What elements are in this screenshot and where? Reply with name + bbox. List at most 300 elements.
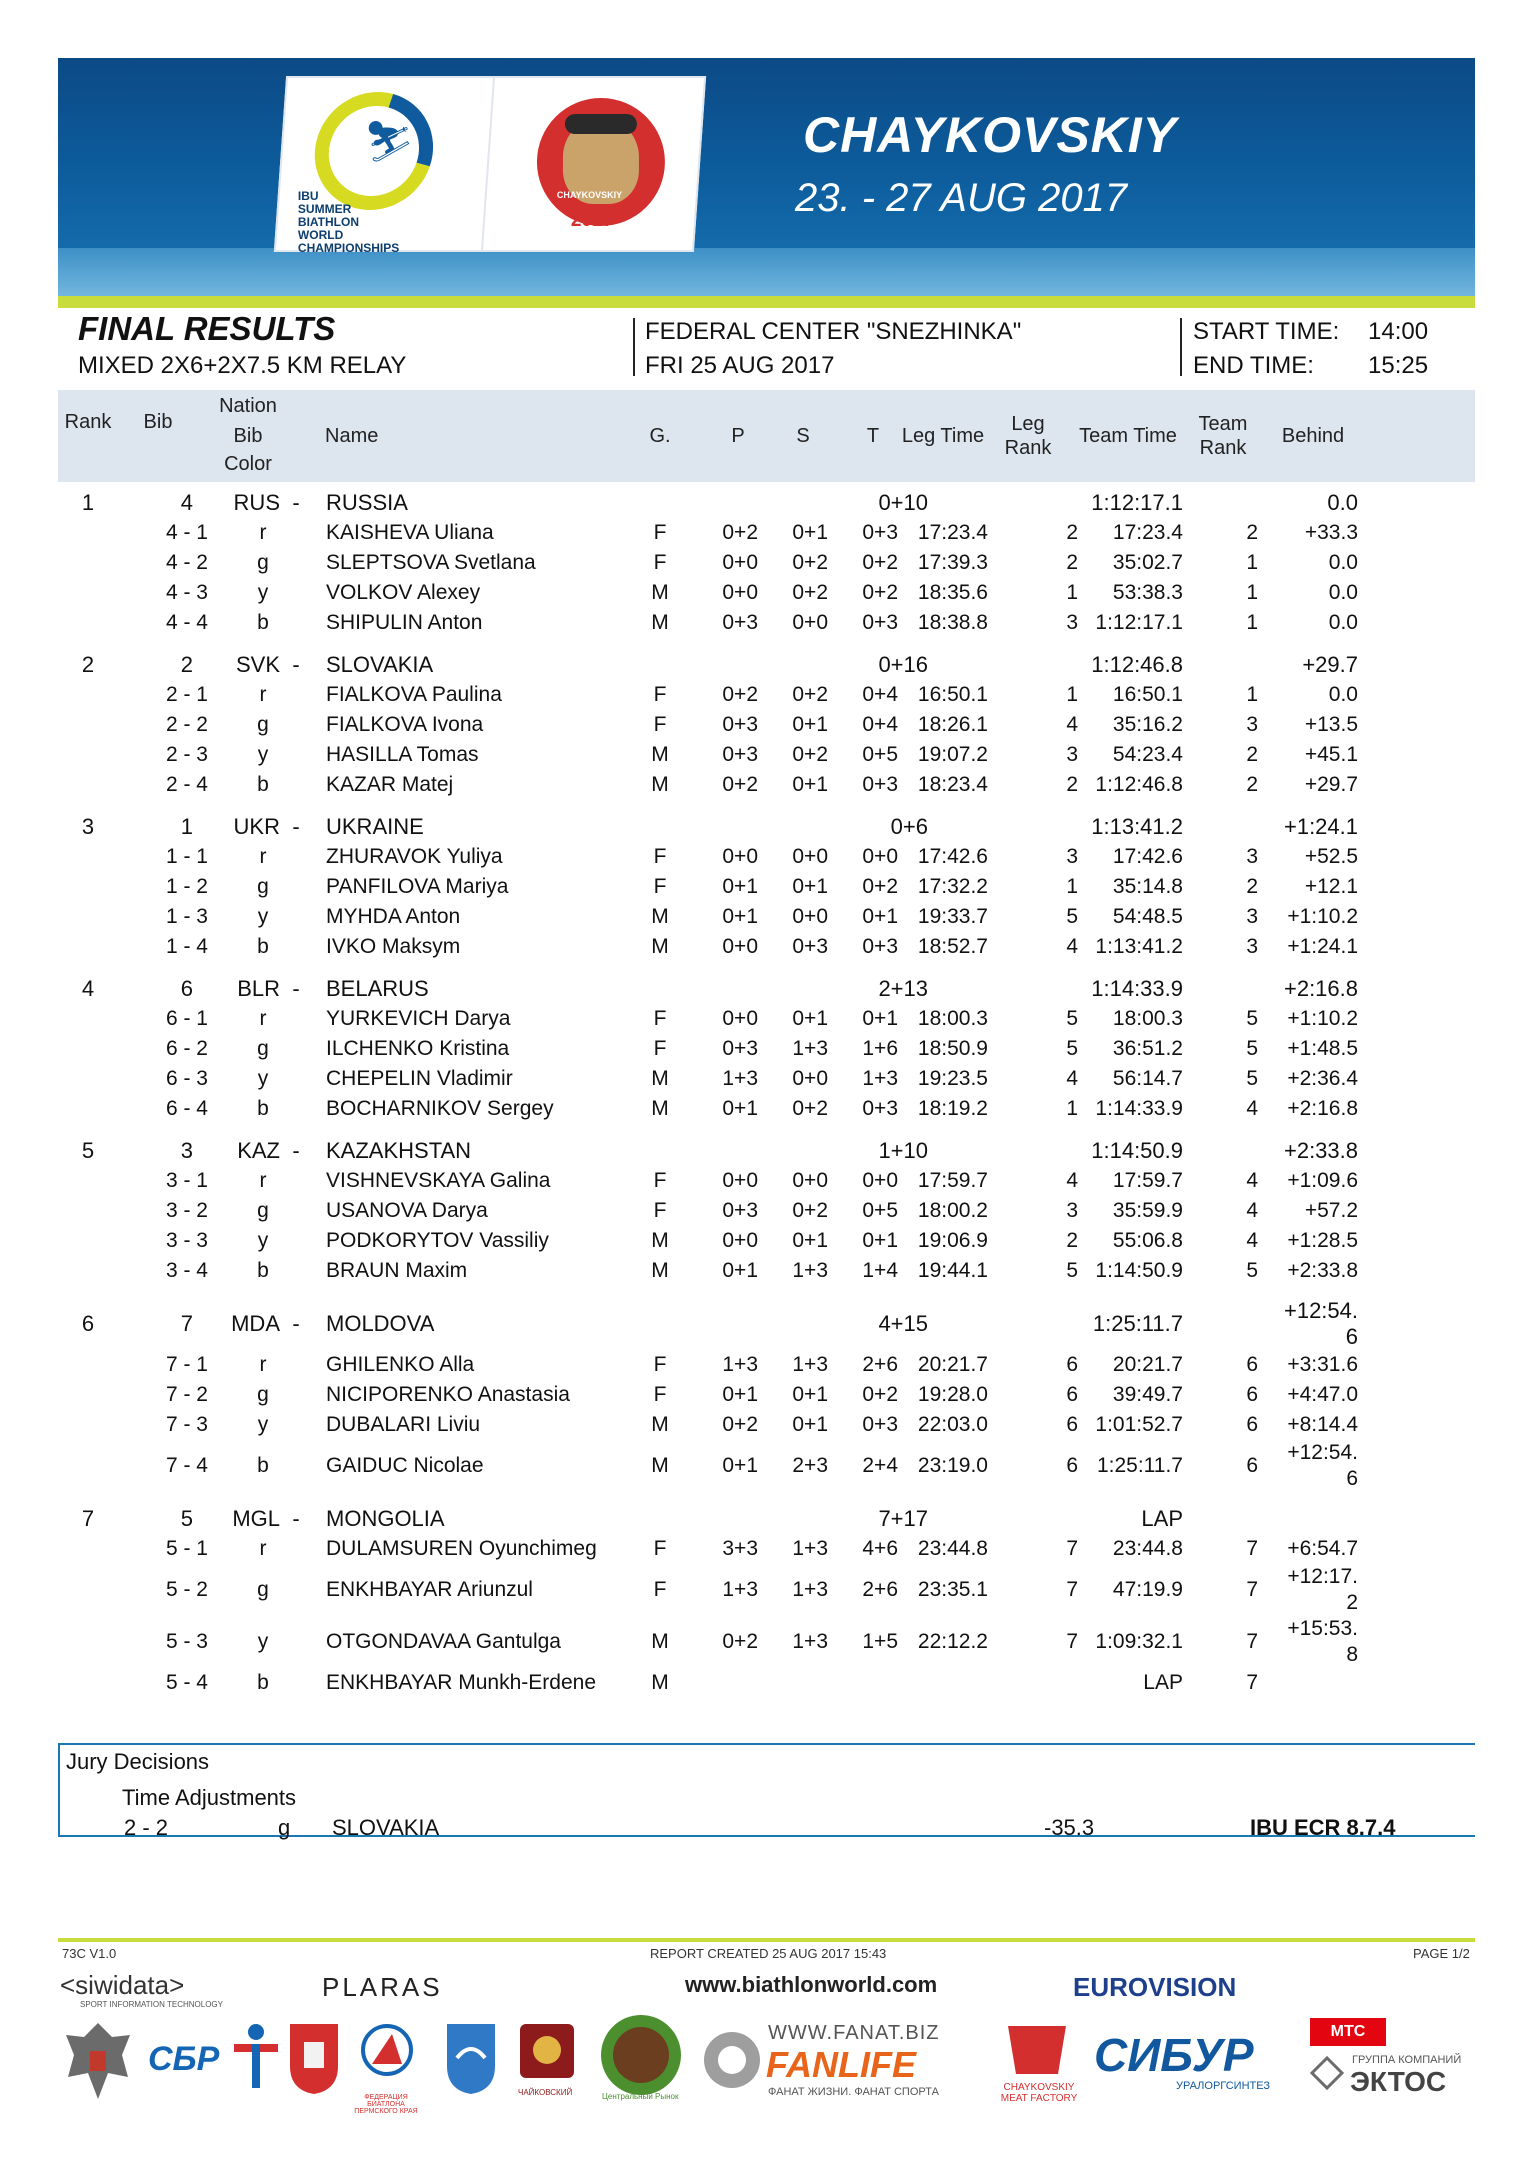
cell-rank: 1 <box>81 490 95 515</box>
leg-row <box>58 518 1475 548</box>
end-time-value: 15:25 <box>1368 352 1429 379</box>
cell-s: 1+3 <box>792 1353 828 1376</box>
cell-team-time: 54:48.5 <box>1112 905 1183 928</box>
cell-t: 0+0 <box>862 845 898 868</box>
cell-color: y <box>257 1630 269 1653</box>
cell-team-rank: 5 <box>1246 1259 1258 1282</box>
cell-g: M <box>651 743 669 766</box>
cell-s: 0+0 <box>792 1067 828 1090</box>
cell-name: KAISHEVA Uliana <box>326 521 494 544</box>
chaikovsky-caption: ЧАЙКОВСКИЙ <box>518 2088 573 2097</box>
cell-t: 0+5 <box>862 1199 898 1222</box>
cell-p: 0+2 <box>722 1630 758 1653</box>
cell-t: 1+3 <box>862 1067 898 1090</box>
cell-team-time: LAP <box>1141 1506 1183 1531</box>
cell-color: r <box>259 1007 267 1030</box>
cell-g: F <box>653 551 667 574</box>
cell-s: 1+3 <box>792 1037 828 1060</box>
cell-s: 0+2 <box>792 683 828 706</box>
cell-t: 0+10 <box>878 490 928 515</box>
cell-bib: 5 - 3 <box>165 1630 208 1653</box>
ektos-logo: ЭКТОС <box>1350 2066 1447 2097</box>
jury-bib: 2 - 2 <box>124 1815 169 1840</box>
cell-color: r <box>259 683 267 706</box>
cell-g: F <box>653 713 667 736</box>
cell-t: 4+6 <box>862 1537 898 1560</box>
cell-team-rank: 3 <box>1246 713 1258 736</box>
cell-leg-rank: 1 <box>1066 581 1078 604</box>
ektos-caption: ГРУППА КОМПАНИЙ <box>1352 2054 1462 2066</box>
cell-team-time: 35:14.8 <box>1112 875 1183 898</box>
cell-s: 0+1 <box>792 713 828 736</box>
cell-name: HASILLA Tomas <box>326 743 479 766</box>
russian-eagle-emblem-icon <box>60 2015 136 2105</box>
cell-leg-time: 18:52.7 <box>917 935 988 958</box>
cell-bib: 5 - 2 <box>165 1578 208 1601</box>
cell-t: 0+6 <box>890 814 928 839</box>
cell-s: 1+3 <box>792 1630 828 1653</box>
cell-name: FIALKOVA Paulina <box>326 683 502 706</box>
cell-leg-rank: 6 <box>1066 1413 1078 1436</box>
perm-krai-coat-of-arms-icon <box>286 2020 342 2096</box>
cell-team-rank: 5 <box>1246 1067 1258 1090</box>
cell-leg-time: 18:38.8 <box>917 611 988 634</box>
cell-leg-rank: 3 <box>1066 845 1078 868</box>
cell-leg-rank: 7 <box>1066 1578 1078 1601</box>
siwidata-tagline: SPORT INFORMATION TECHNOLOGY <box>80 2000 223 2009</box>
cell-team-time: 17:23.4 <box>1112 521 1183 544</box>
cell-leg-time: 19:23.5 <box>917 1067 988 1090</box>
cell-s: 0+0 <box>792 905 828 928</box>
meat-factory-caption: CHAYKOVSKIY MEAT FACTORY <box>1000 2082 1078 2104</box>
logo-divider <box>481 78 495 250</box>
cell-color: r <box>259 1353 267 1376</box>
cell-name: BRAUN Maxim <box>326 1259 468 1282</box>
cell-t: 2+13 <box>878 976 928 1001</box>
cell-behind: +2:33.8 <box>1287 1259 1358 1282</box>
cell-s: 0+1 <box>792 1383 828 1406</box>
cell-leg-time: 23:35.1 <box>917 1578 988 1601</box>
cell-leg-time: 17:39.3 <box>917 551 988 574</box>
cell-p: 0+3 <box>722 743 758 766</box>
cell-bib: 3 - 4 <box>165 1259 208 1282</box>
cell-team-time: 1:25:11.7 <box>1096 1454 1183 1477</box>
cell-bib: 7 - 4 <box>165 1454 208 1477</box>
cell-behind: +15:53.8 <box>1287 1617 1358 1666</box>
cell-p: 0+2 <box>722 683 758 706</box>
cell-behind: +2:33.8 <box>1283 1138 1358 1163</box>
cell-team-time: 35:59.9 <box>1112 1199 1183 1222</box>
cell-rank: 3 <box>81 814 95 839</box>
cell-name: MOLDOVA <box>326 1311 435 1336</box>
cell-bib: 1 - 2 <box>165 875 208 898</box>
cell-behind: +6:54.7 <box>1287 1537 1358 1560</box>
end-time-label: END TIME: <box>1193 352 1314 379</box>
cell-color: b <box>257 1259 269 1282</box>
cell-team-rank: 1 <box>1246 683 1258 706</box>
cell-g: M <box>651 905 669 928</box>
cell-p: 0+2 <box>722 1413 758 1436</box>
central-market-bull-logo <box>598 2012 684 2098</box>
cell-team-time: 36:51.2 <box>1112 1037 1183 1060</box>
central-market-caption: Центральный Рынок <box>602 2092 679 2101</box>
cell-team-time: 17:42.6 <box>1112 845 1183 868</box>
cell-name: OTGONDAVAA Gantulga <box>326 1630 561 1653</box>
cell-team-time: 1:14:50.9 <box>1095 1259 1183 1282</box>
leg-row <box>58 1256 1475 1286</box>
cell-bib: 6 - 2 <box>165 1037 208 1060</box>
cell-t: 0+5 <box>862 743 898 766</box>
cell-behind: +1:24.1 <box>1287 935 1358 958</box>
biathlete-icon: ⛷ <box>363 120 415 164</box>
leg-row <box>58 1034 1475 1064</box>
cell-leg-rank: 7 <box>1066 1537 1078 1560</box>
cell-team-rank: 4 <box>1246 1169 1258 1192</box>
cell-name: BELARUS <box>326 976 429 1001</box>
cell-g: M <box>651 581 669 604</box>
cell-p: 0+0 <box>722 1169 758 1192</box>
cell-bib: 2 - 3 <box>165 743 208 766</box>
cell-p: 0+1 <box>722 1097 758 1120</box>
team-row <box>58 488 1475 518</box>
cell-bib: 5 <box>180 1506 193 1531</box>
cell-color: g <box>257 713 269 736</box>
cell-color: r <box>259 845 267 868</box>
championship-logo-card <box>274 76 706 255</box>
cell-leg-time: 22:03.0 <box>917 1413 988 1436</box>
cell-leg-rank: 3 <box>1066 1199 1078 1222</box>
cell-s: 0+1 <box>792 521 828 544</box>
cell-t: 0+2 <box>862 581 898 604</box>
cell-team-time: 1:12:46.8 <box>1091 652 1183 677</box>
cell-t: 0+3 <box>862 521 898 544</box>
cell-p: 0+1 <box>722 1259 758 1282</box>
cell-team-time: 35:02.7 <box>1112 551 1183 574</box>
leg-row <box>58 710 1475 740</box>
cell-color: g <box>257 1199 269 1222</box>
cell-color: r <box>259 521 267 544</box>
cell-color: r <box>259 1169 267 1192</box>
cell-t: 0+3 <box>862 611 898 634</box>
cell-leg-rank: 2 <box>1066 773 1078 796</box>
cell-leg-rank: 2 <box>1066 521 1078 544</box>
fanlife-emblem-icon <box>700 2028 764 2092</box>
cell-t: 0+0 <box>862 1169 898 1192</box>
cell-p: 0+3 <box>722 611 758 634</box>
cell-s: 0+2 <box>792 1199 828 1222</box>
cell-behind: +1:10.2 <box>1287 905 1358 928</box>
cell-name: RUSSIA <box>326 490 408 515</box>
cell-leg-rank: 6 <box>1066 1353 1078 1376</box>
jury-title: Jury Decisions <box>66 1749 210 1774</box>
cell-color: g <box>257 875 269 898</box>
cell-t: 2+4 <box>862 1454 898 1477</box>
cell-bib: 4 - 2 <box>165 551 208 574</box>
header-divider <box>633 318 635 376</box>
cell-team-time: 1:14:33.9 <box>1095 1097 1183 1120</box>
cell-name: VISHNEVSKAYA Galina <box>326 1169 551 1192</box>
col-bib-color: Color <box>224 453 272 475</box>
cell-bib: 4 - 1 <box>165 521 208 544</box>
col-team-rank-2: Rank <box>1199 437 1247 459</box>
cell-s: 0+1 <box>792 1413 828 1436</box>
cell-color: y <box>257 743 269 766</box>
cell-bib: 2 - 2 <box>165 713 208 736</box>
cell-s: 0+2 <box>792 743 828 766</box>
footer-divider <box>58 1938 1475 1942</box>
page-number: PAGE 1/2 <box>1413 1946 1470 1961</box>
event-city: CHAYKOVSKIY <box>803 107 1178 163</box>
cell-rank: 2 <box>81 652 95 677</box>
cell-leg-time: 18:19.2 <box>917 1097 988 1120</box>
jury-rule-reference: IBU ECR 8.7.4 <box>1250 1815 1396 1840</box>
cell-leg-time: 18:26.1 <box>917 713 988 736</box>
cell-team-rank: 4 <box>1246 1097 1258 1120</box>
cell-team-time: 17:59.7 <box>1112 1169 1183 1192</box>
cell-p: 0+0 <box>722 1229 758 1252</box>
cell-leg-time: 17:23.4 <box>917 521 988 544</box>
cell-behind: +12.1 <box>1304 875 1358 898</box>
cell-name: MONGOLIA <box>326 1506 445 1531</box>
cell-t: 0+1 <box>862 905 898 928</box>
cell-g: M <box>651 1067 669 1090</box>
cell-bib: 7 - 3 <box>165 1413 208 1436</box>
cell-t: 0+3 <box>862 773 898 796</box>
cell-color: y <box>257 581 269 604</box>
leg-row <box>58 1196 1475 1226</box>
jury-adjustment-value: -35.3 <box>1044 1815 1095 1840</box>
cell-s: 0+1 <box>792 875 828 898</box>
cell-leg-rank: 5 <box>1066 905 1078 928</box>
sibur-subsidiary: УРАЛОРГСИНТЕЗ <box>1176 2080 1270 2092</box>
cell-color: b <box>257 1097 269 1120</box>
cell-leg-time: 18:35.6 <box>917 581 988 604</box>
cell-behind: +1:28.5 <box>1287 1229 1358 1252</box>
cell-t: 0+16 <box>878 652 928 677</box>
cell-p: 0+0 <box>722 551 758 574</box>
cell-team-time: 1:13:41.2 <box>1091 814 1183 839</box>
cell-s: 1+3 <box>792 1578 828 1601</box>
cell-s: 0+1 <box>792 1229 828 1252</box>
leg-row <box>58 548 1475 578</box>
cell-t: 0+1 <box>862 1007 898 1030</box>
cell-g: M <box>651 773 669 796</box>
cell-team-rank: 3 <box>1246 905 1258 928</box>
chaykovskiy-city-coat-icon <box>443 2020 499 2096</box>
cell-p: 0+3 <box>722 1199 758 1222</box>
cell-behind: +45.1 <box>1304 743 1358 766</box>
cell-p: 0+3 <box>722 713 758 736</box>
col-gender: G. <box>649 425 671 447</box>
cell-behind: +12:17.2 <box>1287 1565 1358 1614</box>
cell-name: BOCHARNIKOV Sergey <box>326 1097 554 1120</box>
jury-decisions-box <box>58 1743 1475 1840</box>
cell-color: g <box>257 551 269 574</box>
cell-bib: 2 - 4 <box>165 773 208 796</box>
banner-grass-strip <box>58 296 1475 308</box>
cell-g: F <box>653 845 667 868</box>
cell-leg-time: 18:00.2 <box>917 1199 988 1222</box>
cell-leg-time: 18:50.9 <box>917 1037 988 1060</box>
cell-team-time: LAP <box>1143 1671 1183 1694</box>
leg-row <box>58 1226 1475 1256</box>
cell-g: M <box>651 1671 669 1694</box>
cell-t: 0+2 <box>862 1383 898 1406</box>
cell-behind: 0.0 <box>1328 581 1358 604</box>
cell-g: F <box>653 1353 667 1376</box>
plaras-logo: PLARAS <box>322 1972 443 2002</box>
cell-leg-time: 19:07.2 <box>917 743 988 766</box>
cell-name: DUBALARI Liviu <box>326 1413 481 1436</box>
cell-bib: 7 <box>180 1311 193 1336</box>
cell-name: ILCHENKO Kristina <box>326 1037 510 1060</box>
cell-name: GHILENKO Alla <box>326 1353 475 1376</box>
cell-team-rank: 3 <box>1246 845 1258 868</box>
cell-p: 1+3 <box>722 1067 758 1090</box>
cell-leg-rank: 3 <box>1066 743 1078 766</box>
cell-t: 2+6 <box>862 1353 898 1376</box>
cell-leg-time: 18:23.4 <box>917 773 988 796</box>
cell-code: SVK <box>235 652 280 677</box>
col-standing: S <box>796 425 810 447</box>
cell-s: 0+1 <box>792 773 828 796</box>
leg-row <box>58 740 1475 770</box>
cell-name: IVKO Maksym <box>326 935 461 958</box>
cell-g: F <box>653 1537 667 1560</box>
cell-behind: 0.0 <box>1328 551 1358 574</box>
chaikovsky-district-logo <box>516 2020 578 2086</box>
cell-behind: +1:24.1 <box>1283 814 1358 839</box>
cell-team-time: 1:25:11.7 <box>1092 1311 1183 1336</box>
cell-bib: 4 - 3 <box>165 581 208 604</box>
cell-behind: +1:10.2 <box>1287 1007 1358 1030</box>
col-bib: Bib <box>143 411 173 433</box>
mts-logo: МТС <box>1310 2018 1386 2046</box>
cell-g: F <box>653 521 667 544</box>
cell-team-rank: 5 <box>1246 1007 1258 1030</box>
cell-rank: 4 <box>81 976 95 1001</box>
cell-p: 1+3 <box>722 1353 758 1376</box>
cell-code: KAZ <box>237 1138 280 1163</box>
cell-bib: 2 - 1 <box>165 683 208 706</box>
cell-bib: 7 - 1 <box>165 1353 208 1376</box>
col-name: Name <box>325 425 379 447</box>
cell-s: 0+0 <box>792 1169 828 1192</box>
cell-team-time: 1:12:17.1 <box>1095 611 1183 634</box>
cell-name: PODKORYTOV Vassiliy <box>326 1229 549 1252</box>
cell-team-time: 1:12:17.1 <box>1091 490 1183 515</box>
cell-leg-time: 20:21.7 <box>917 1353 988 1376</box>
col-leg-rank-2: Rank <box>1004 437 1052 459</box>
cell-color: y <box>257 1229 269 1252</box>
cell-s: 0+0 <box>792 611 828 634</box>
leg-row <box>58 578 1475 608</box>
cell-team-time: 1:13:41.2 <box>1095 935 1183 958</box>
cell-name: ENKHBAYAR Munkh-Erdene <box>326 1671 596 1694</box>
fanlife-tagline: ФАНАТ ЖИЗНИ. ФАНАТ СПОРТА <box>768 2086 939 2098</box>
cell-bib: 6 - 4 <box>165 1097 208 1120</box>
leg-row <box>58 1380 1475 1410</box>
leg-row <box>58 1616 1475 1668</box>
cell-bib: 2 <box>180 652 193 677</box>
cell-team-rank: 6 <box>1246 1413 1258 1436</box>
col-team-time: Team Time <box>1079 425 1177 447</box>
cell-behind: +29.7 <box>1302 652 1358 677</box>
cell-name: MYHDA Anton <box>326 905 461 928</box>
team-row <box>58 650 1475 680</box>
time-adjustments-title: Time Adjustments <box>122 1785 297 1810</box>
cell-color: y <box>257 1067 269 1090</box>
cell-bib: 4 - 4 <box>165 611 208 634</box>
cell-s: 0+3 <box>792 935 828 958</box>
cell-color: b <box>257 773 269 796</box>
event-dates: 23. - 27 AUG 2017 <box>795 176 1128 220</box>
cell-team-rank: 6 <box>1246 1353 1258 1376</box>
cell-leg-rank: 4 <box>1066 935 1078 958</box>
cell-behind: +2:16.8 <box>1283 976 1358 1001</box>
cell-team-time: 56:14.7 <box>1112 1067 1183 1090</box>
cell-t: 2+6 <box>862 1578 898 1601</box>
cell-p: 0+3 <box>722 1037 758 1060</box>
competition-date: FRI 25 AUG 2017 <box>645 352 835 379</box>
cell-p: 0+1 <box>722 1454 758 1477</box>
leg-row <box>58 1004 1475 1034</box>
cell-leg-rank: 6 <box>1066 1383 1078 1406</box>
cell-t: 1+6 <box>862 1037 898 1060</box>
cell-behind: 0.0 <box>1327 490 1358 515</box>
cell-color: b <box>257 935 269 958</box>
cell-team-rank: 6 <box>1246 1383 1258 1406</box>
col-rank: Rank <box>64 411 112 433</box>
team-row <box>58 812 1475 842</box>
cell-team-time: 1:14:33.9 <box>1091 976 1183 1001</box>
cell-team-rank: 2 <box>1246 773 1258 796</box>
cell-g: F <box>653 1199 667 1222</box>
cell-name: SLEPTSOVA Svetlana <box>326 551 536 574</box>
cell-g: F <box>653 875 667 898</box>
cell-t: 0+2 <box>862 551 898 574</box>
cell-color: r <box>259 1537 267 1560</box>
cell-team-rank: 2 <box>1246 743 1258 766</box>
cell-p: 0+0 <box>722 845 758 868</box>
cell-p: 0+2 <box>722 521 758 544</box>
team-row <box>58 1298 1475 1350</box>
cell-leg-rank: 5 <box>1066 1037 1078 1060</box>
website-link[interactable]: www.biathlonworld.com <box>685 1972 938 1997</box>
cell-leg-rank: 4 <box>1066 1067 1078 1090</box>
jury-team: SLOVAKIA <box>332 1815 440 1840</box>
leg-row <box>58 1094 1475 1124</box>
cell-behind: +3:31.6 <box>1287 1353 1358 1376</box>
cell-g: M <box>651 935 669 958</box>
cell-leg-time: 16:50.1 <box>917 683 988 706</box>
team-row <box>58 974 1475 1004</box>
cell-name: ENKHBAYAR Ariunzul <box>326 1578 533 1601</box>
cell-leg-time: 19:44.1 <box>917 1259 988 1282</box>
federation-caption: ФЕДЕРАЦИЯ БИАТЛОНА ПЕРМСКОГО КРАЯ <box>354 2094 418 2115</box>
leg-row <box>58 842 1475 872</box>
cell-bib: 1 - 1 <box>165 845 208 868</box>
cell-bib: 4 <box>180 490 193 515</box>
cell-g: F <box>653 683 667 706</box>
ibu-championship-logo-text: IBU SUMMER BIATHLON WORLD CHAMPIONSHIPS <box>297 189 400 255</box>
team-row <box>58 1504 1475 1534</box>
cell-name: SHIPULIN Anton <box>326 611 483 634</box>
cell-t: 1+4 <box>862 1259 898 1282</box>
cell-leg-time: 19:28.0 <box>917 1383 988 1406</box>
cell-bib: 3 <box>180 1138 193 1163</box>
cell-leg-rank: 5 <box>1066 1007 1078 1030</box>
